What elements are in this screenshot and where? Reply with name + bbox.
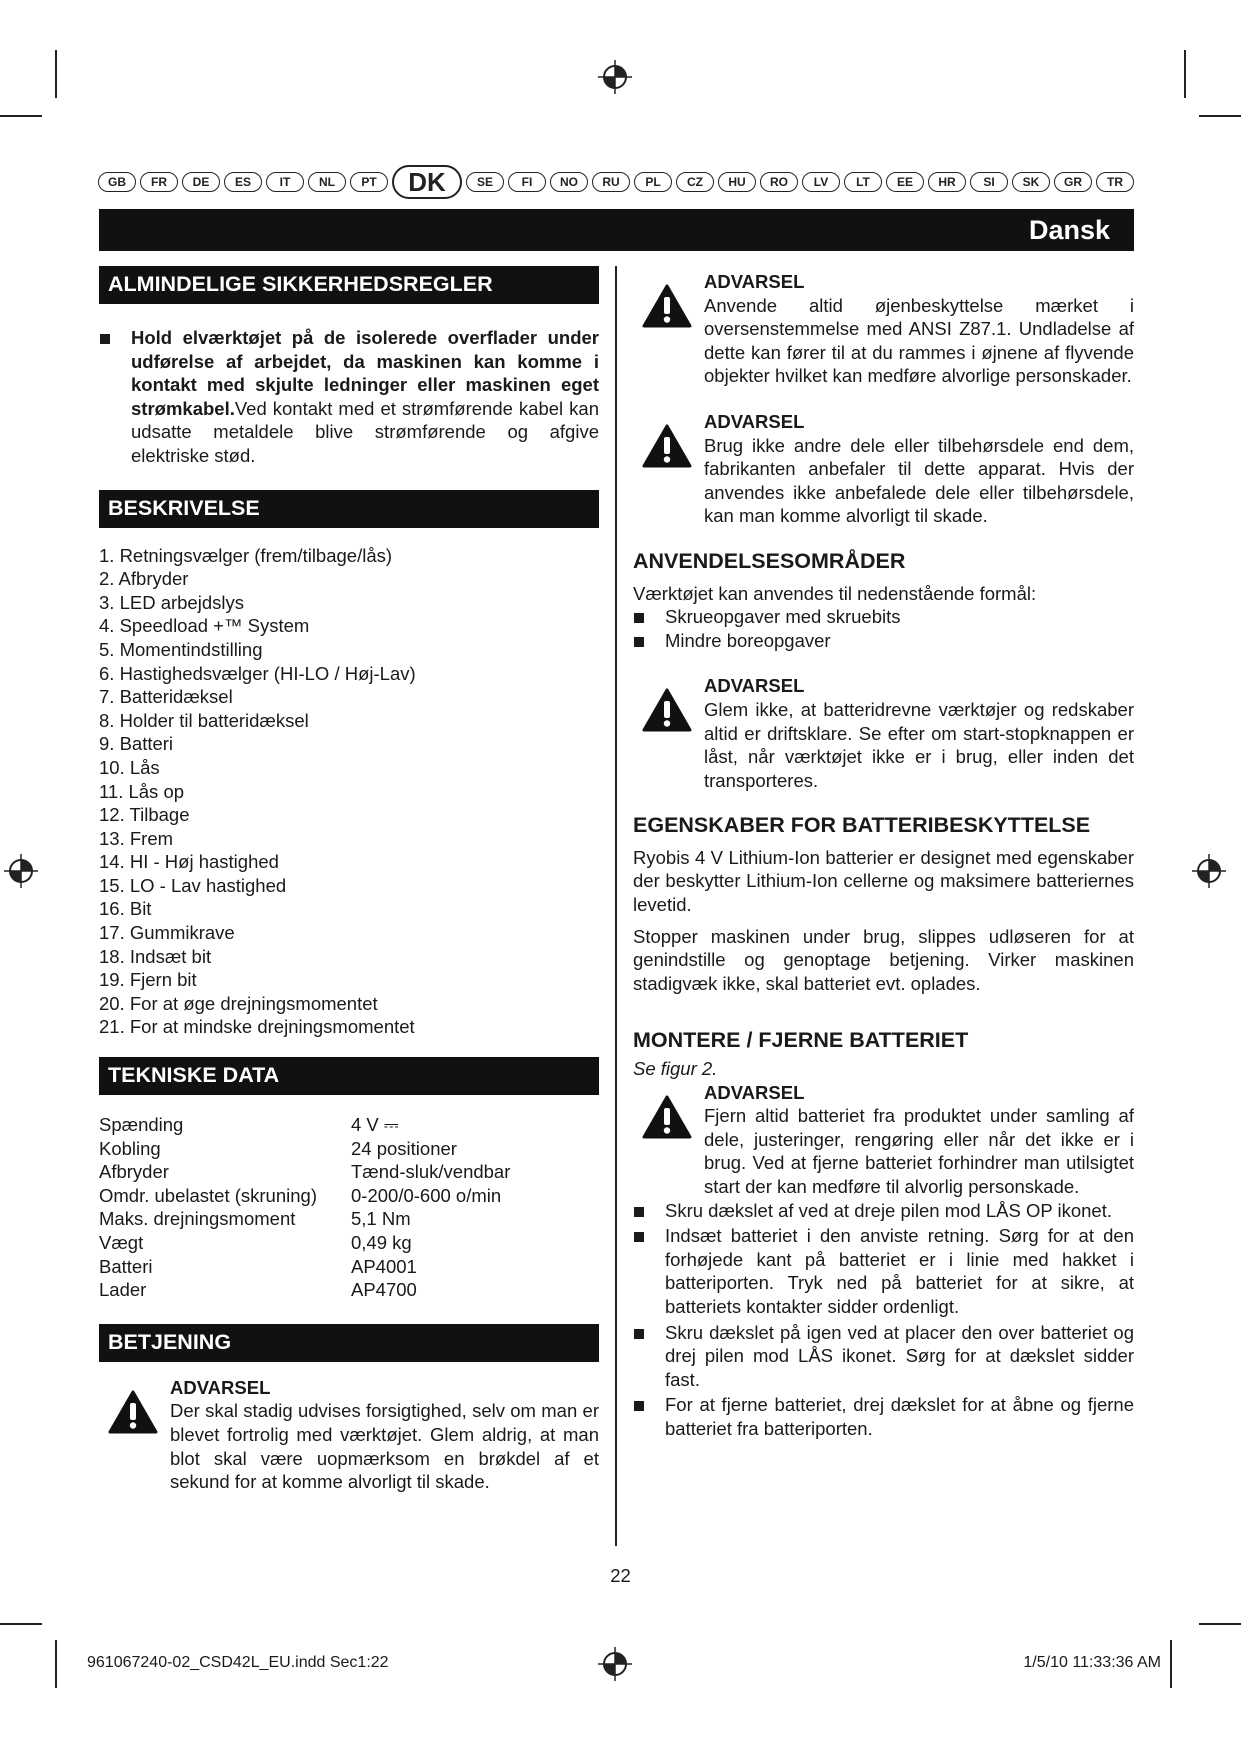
list-item: 2. Afbryder bbox=[99, 568, 189, 590]
crop-mark bbox=[0, 1623, 42, 1625]
tech-data-table bbox=[99, 1113, 599, 1302]
bullet-square-icon bbox=[634, 1329, 644, 1339]
section-heading: ALMINDELIGE SIKKERHEDSREGLER bbox=[99, 266, 599, 304]
section-heading: BETJENING bbox=[99, 1324, 599, 1362]
warning-text: Brug ikke andre dele eller tilbehørsdele end dem, fabrikanten anbefaler til dette apparat. Hvis der anvendes ikke anbefalede dele eller tilbehørsdele, kan man komme alvorligt til skade. bbox=[704, 434, 1134, 527]
language-pill[interactable]: HR bbox=[928, 172, 966, 192]
table-row: Vægt 0,49 kg bbox=[99, 1232, 412, 1253]
warning-block bbox=[99, 1376, 599, 1494]
list-item: 7. Batteridæksel bbox=[99, 686, 233, 708]
language-pill[interactable]: FI bbox=[508, 172, 546, 192]
language-pill[interactable]: TR bbox=[1096, 172, 1134, 192]
warning-text: Anvende altid øjenbeskyttelse mærket i oversenstemmelse med ANSI Z87.1. Undladelse af dette kan fører til at du rammes i øjnene af flyvende objekter hvilket kan medføre alvorlige personskader. bbox=[704, 294, 1134, 387]
list-item: 13. Frem bbox=[99, 827, 174, 849]
column-divider bbox=[615, 266, 617, 1546]
language-pill[interactable]: PL bbox=[634, 172, 672, 192]
bullet-square-icon bbox=[634, 1401, 644, 1411]
table-row: Lader AP4700 bbox=[99, 1279, 417, 1301]
crop-mark bbox=[0, 115, 42, 117]
warning-icon bbox=[642, 284, 696, 388]
left-column bbox=[99, 266, 599, 1494]
section-heading: TEKNISKE DATA bbox=[99, 1057, 599, 1095]
registration-mark-icon bbox=[598, 60, 632, 94]
list-item: 4. Speedload +™ System bbox=[99, 615, 310, 637]
warning-text: Glem ikke, at batteridrevne værktøjer og redskaber altid er driftsklare. Se efter om start-stopknappen er låst, når værktøjet ikke er i brug, eller inden det transporteres. bbox=[704, 698, 1134, 791]
list-item: 20. For at øge drejningsmomentet bbox=[99, 992, 378, 1014]
language-pill[interactable]: DE bbox=[182, 172, 220, 192]
language-selector bbox=[98, 162, 1138, 202]
bullet-square-icon bbox=[634, 613, 644, 623]
list-item: Skrueopgaver med skruebits bbox=[633, 605, 1134, 629]
section-heading: EGENSKABER FOR BATTERIBESKYTTELSE bbox=[633, 813, 1091, 838]
language-pill[interactable]: HU bbox=[718, 172, 756, 192]
section-heading: ANVENDELSESOMRÅDER bbox=[633, 548, 906, 573]
warning-block bbox=[633, 674, 1134, 792]
list-item: Skru dækslet på igen ved at placer den over batteriet og drej pilen mod LÅS ikonet. Sørg for at dækslet sidder fast. bbox=[633, 1321, 1134, 1392]
table-row: Afbryder Tænd-sluk/vendbar bbox=[99, 1161, 511, 1183]
footer-timestamp: 1/5/10 11:33:36 AM bbox=[1023, 1654, 1161, 1671]
list-item: Mindre boreopgaver bbox=[633, 629, 1134, 653]
list-item: 18. Indsæt bit bbox=[99, 945, 212, 967]
language-pill[interactable]: NL bbox=[308, 172, 346, 192]
warning-title: ADVARSEL bbox=[704, 271, 805, 292]
warning-title: ADVARSEL bbox=[704, 1081, 805, 1103]
language-pill[interactable]: SK bbox=[1012, 172, 1050, 192]
registration-mark-icon bbox=[1192, 854, 1226, 888]
language-pill[interactable]: NO bbox=[550, 172, 588, 192]
list-item: 17. Gummikrave bbox=[99, 922, 235, 944]
warning-title: ADVARSEL bbox=[170, 1376, 271, 1398]
bullet-square-icon bbox=[100, 334, 110, 344]
list-item: 21. For at mindske drejningsmomentet bbox=[99, 1016, 415, 1038]
list-item: 12. Tilbage bbox=[99, 804, 190, 826]
description-list bbox=[99, 544, 599, 1039]
list-item: 5. Momentindstilling bbox=[99, 638, 263, 660]
table-row: Spænding 4 V ⎓ bbox=[99, 1114, 399, 1136]
warning-block bbox=[633, 1081, 1134, 1199]
list-item: 9. Batteri bbox=[99, 733, 174, 755]
crop-mark bbox=[1199, 115, 1241, 117]
list-item: Indsæt batteriet i den anviste retning. Sørg for at den forhøjede kant på batteriet er i linie med hakket i batteriporten. Tryk ned på batteriet for at sikre, at batteriets kontakter sidder ordenligt. bbox=[633, 1224, 1134, 1318]
bullet-square-icon bbox=[634, 1232, 644, 1242]
language-pill[interactable]: ES bbox=[224, 172, 262, 192]
registration-mark-icon bbox=[4, 854, 38, 888]
language-pill[interactable]: RU bbox=[592, 172, 630, 192]
language-pill[interactable]: LV bbox=[802, 172, 840, 192]
crop-mark bbox=[1199, 1623, 1241, 1625]
language-pill[interactable]: LT bbox=[844, 172, 882, 192]
language-pill[interactable]: SE bbox=[466, 172, 504, 192]
uses-intro: Værktøjet kan anvendes til nedenstående formål: bbox=[633, 582, 1037, 604]
crop-mark bbox=[55, 1640, 57, 1688]
language-pill[interactable]: FR bbox=[140, 172, 178, 192]
language-pill[interactable]: EE bbox=[886, 172, 924, 192]
list-item: 6. Hastighedsvælger (HI-LO / Høj-Lav) bbox=[99, 662, 416, 684]
list-item: 10. Lås bbox=[99, 756, 160, 778]
right-column bbox=[633, 266, 1134, 1441]
list-item: 11. Lås op bbox=[99, 780, 185, 802]
warning-block bbox=[633, 270, 1134, 388]
page-number: 22 bbox=[610, 1565, 631, 1586]
warning-block bbox=[633, 410, 1134, 528]
page-title: Dansk bbox=[99, 209, 1134, 251]
list-item: 3. LED arbejdslys bbox=[99, 591, 244, 613]
warning-title: ADVARSEL bbox=[704, 410, 805, 432]
table-row: Kobling 24 positioner bbox=[99, 1137, 457, 1159]
list-item: 19. Fjern bit bbox=[99, 969, 197, 991]
table-row: Omdr. ubelastet (skruning) 0-200/0-600 o/min bbox=[99, 1184, 502, 1206]
warning-title: ADVARSEL bbox=[704, 675, 805, 697]
table-row: Batteri AP4001 bbox=[99, 1255, 417, 1277]
safety-rule bbox=[99, 326, 599, 468]
warning-icon bbox=[642, 424, 696, 528]
language-pill[interactable]: IT bbox=[266, 172, 304, 192]
safety-rule-bold: Hold elværktøjet på de isolerede overflader under udførelse af arbejdet, da maskinen kan komme i kontakt med skjulte ledninger eller maskinen eget strømkabel. bbox=[131, 327, 599, 419]
paragraph: Stopper maskinen under brug, slippes udløseren for at genindstille og genoptage betjening. Virker maskinen stadigvæk ikke, skal batteriet evt. oplades. bbox=[633, 925, 1134, 994]
warning-icon bbox=[642, 1095, 696, 1199]
language-pill[interactable]: GB bbox=[98, 172, 136, 192]
list-item: 16. Bit bbox=[99, 898, 152, 920]
paragraph: Ryobis 4 V Lithium-Ion batterier er designet med egenskaber der beskytter Lithium-Ion cellerne og maksimere batteriernes levetid. bbox=[633, 846, 1134, 916]
list-item: 8. Holder til batteridæksel bbox=[99, 709, 309, 731]
language-pill[interactable]: SI bbox=[970, 172, 1008, 192]
safety-rule-text: Ved kontakt med et strømførende kabel kan udsatte metaldele blive strømførende og afgive elektriske stød. bbox=[131, 397, 599, 466]
bullet-square-icon bbox=[634, 637, 644, 647]
language-pill[interactable]: CZ bbox=[676, 172, 714, 192]
figure-reference: Se figur 2. bbox=[633, 1058, 718, 1080]
warning-text: Der skal stadig udvises forsigtighed, selv om man er blevet fortrolig med værktøjet. Glem aldrig, at man blot skal være uopmærksom en brøkdel af et sekund for at komme alvorligt til skade. bbox=[170, 1400, 599, 1493]
crop-mark bbox=[1170, 1640, 1172, 1688]
warning-text: Fjern altid batteriet fra produktet under samling af dele, justeringer, rengøring eller når det ikke er i brug. Ved at fjerne batteriet forhindrer man utilsigtet start der kan medføre til alvorlig personskade. bbox=[704, 1105, 1134, 1197]
crop-mark bbox=[1184, 50, 1186, 98]
list-item: 1. Retningsvælger (frem/tilbage/lås) bbox=[99, 544, 393, 566]
crop-mark bbox=[55, 50, 57, 98]
list-item: Skru dækslet af ved at dreje pilen mod LÅS OP ikonet. bbox=[633, 1199, 1134, 1223]
language-pill-active[interactable]: DK bbox=[392, 165, 462, 199]
section-heading: BESKRIVELSE bbox=[99, 490, 599, 528]
bullet-square-icon bbox=[634, 1207, 644, 1217]
language-pill[interactable]: RO bbox=[760, 172, 798, 192]
list-item: For at fjerne batteriet, drej dækslet for at åbne og fjerne batteriet fra batteriporten. bbox=[633, 1393, 1134, 1440]
footer-file-info: 961067240-02_CSD42L_EU.indd Sec1:22 bbox=[87, 1654, 389, 1671]
section-heading: MONTERE / FJERNE BATTERIET bbox=[633, 1028, 969, 1053]
list-item: 15. LO - Lav hastighed bbox=[99, 874, 287, 896]
warning-icon bbox=[108, 1390, 162, 1494]
language-pill[interactable]: PT bbox=[350, 172, 388, 192]
registration-mark-icon bbox=[598, 1647, 632, 1681]
warning-icon bbox=[642, 688, 696, 792]
list-item: 14. HI - Høj hastighed bbox=[99, 851, 279, 873]
table-row: Maks. drejningsmoment 5,1 Nm bbox=[99, 1208, 411, 1230]
language-pill[interactable]: GR bbox=[1054, 172, 1092, 192]
